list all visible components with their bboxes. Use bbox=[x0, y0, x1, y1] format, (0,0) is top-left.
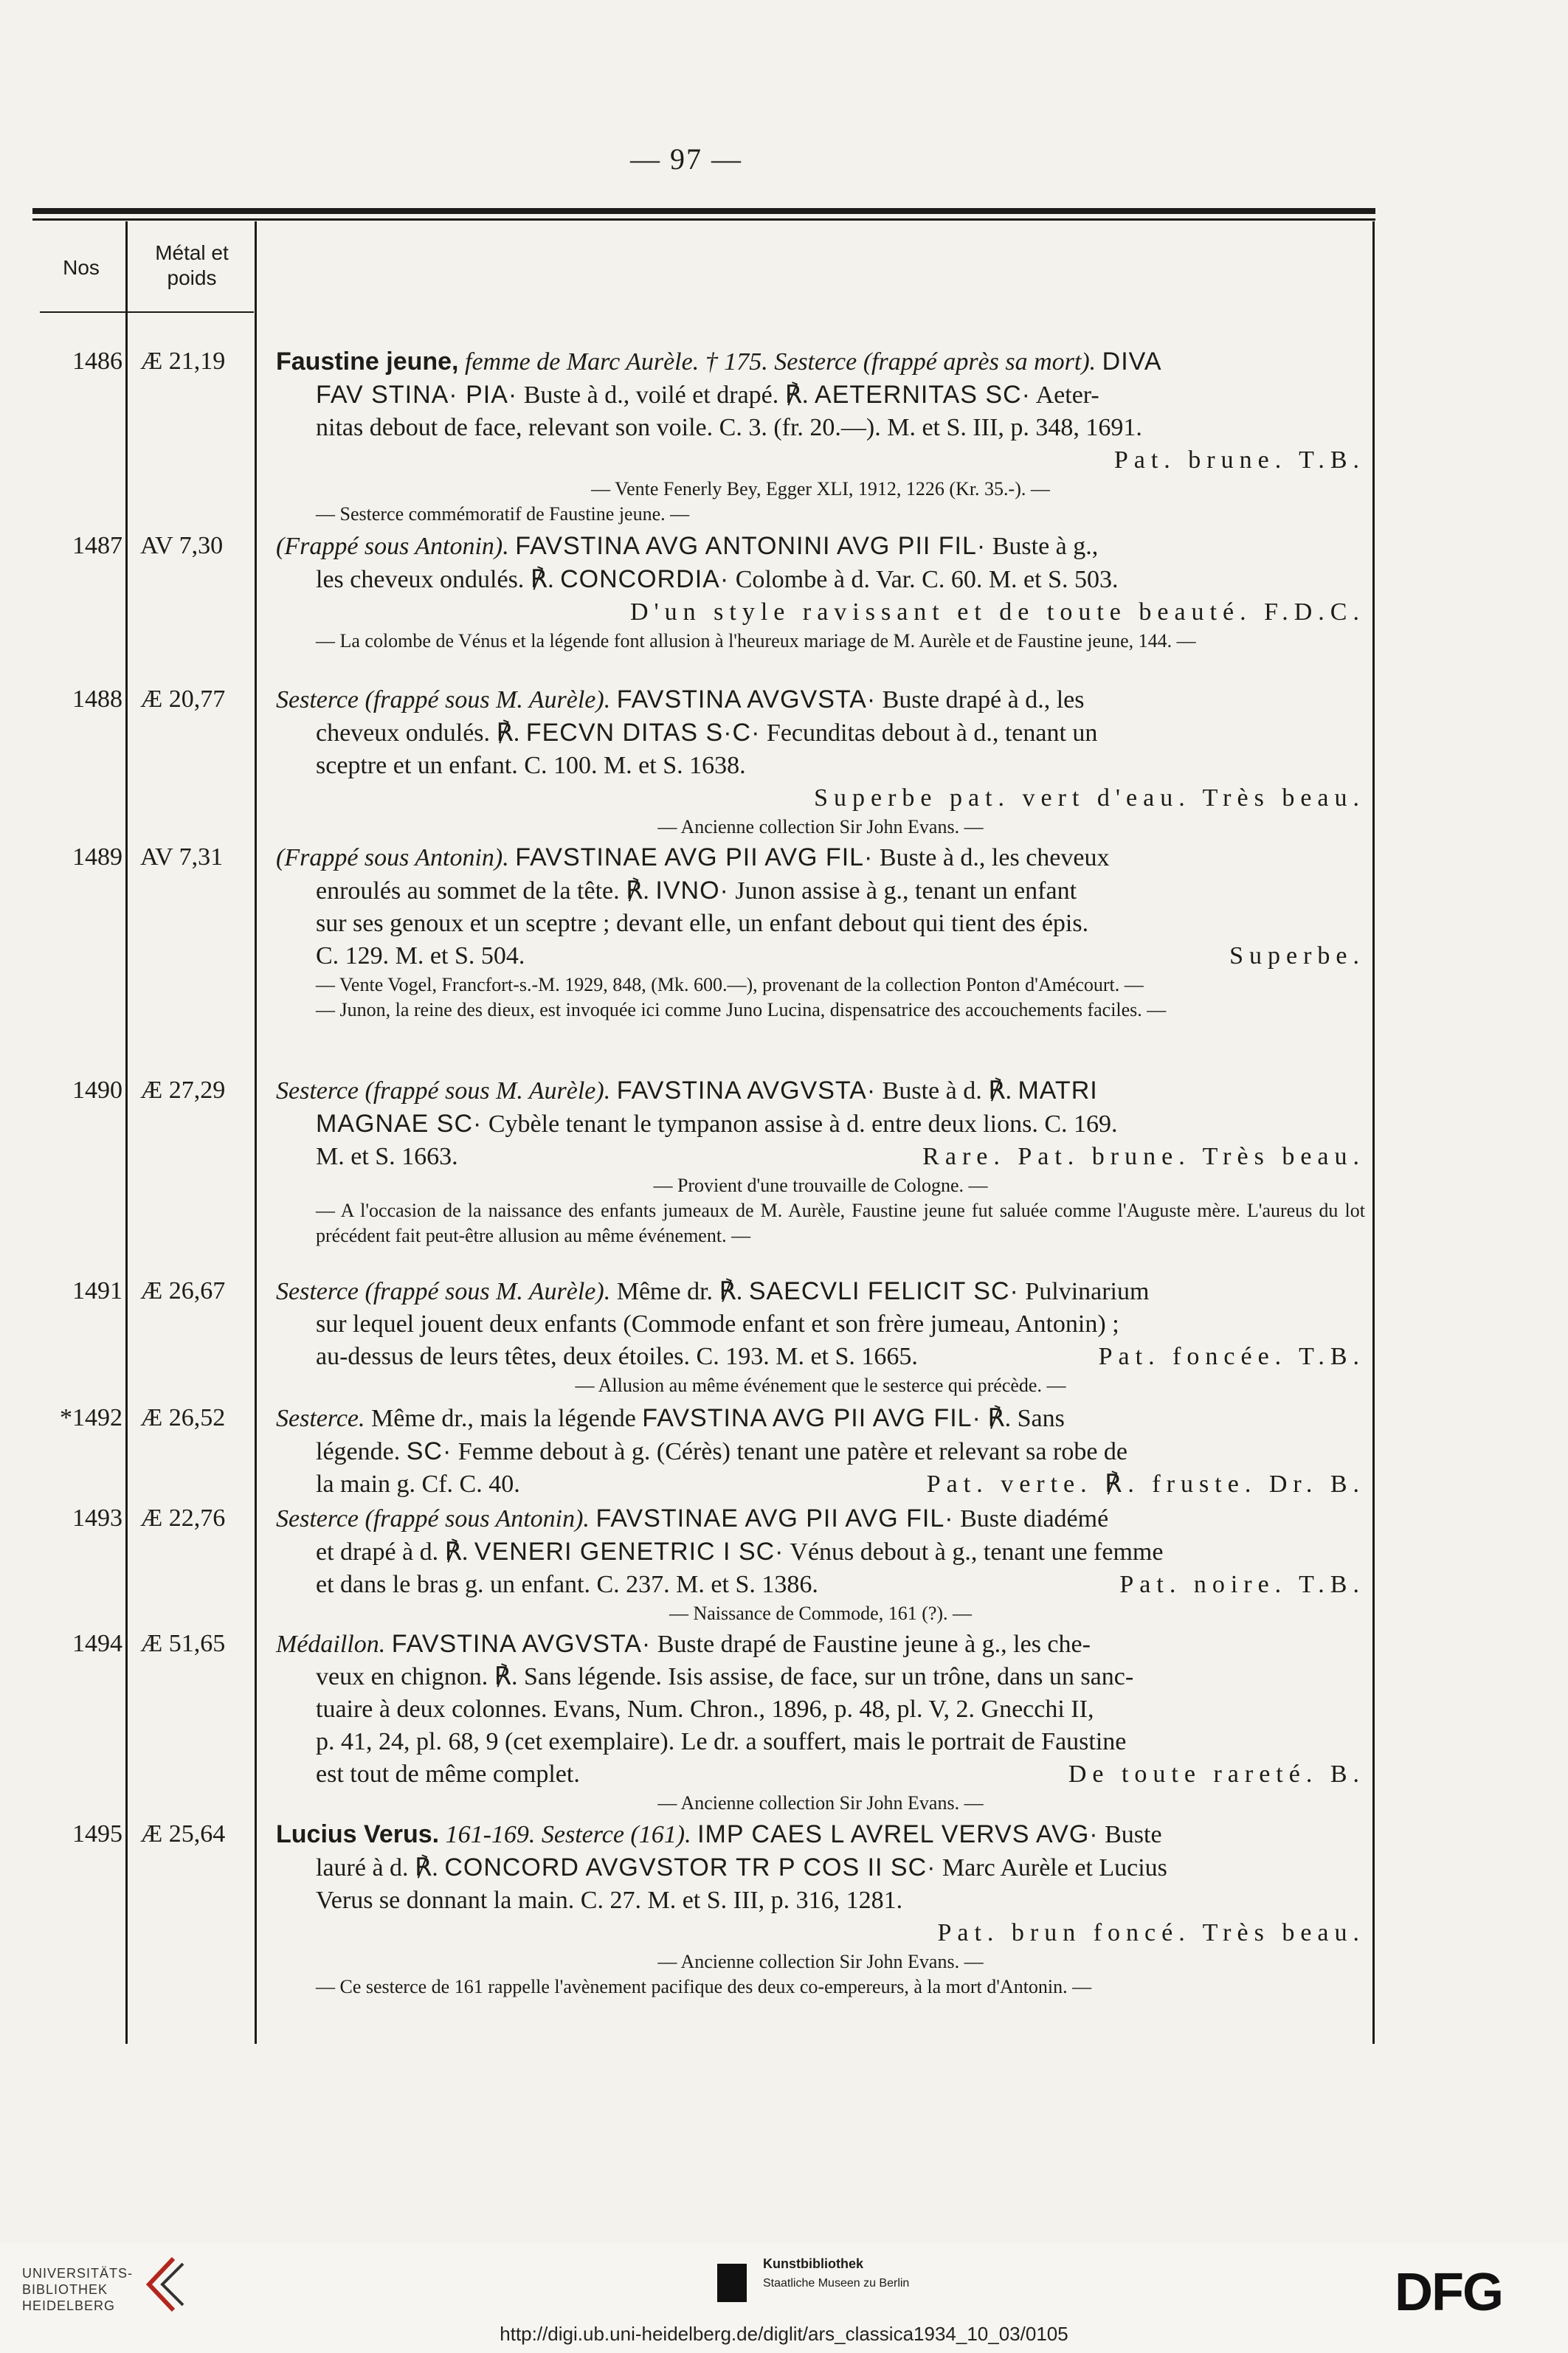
desc-line: p. 41, 24, pl. 68, 9 (cet exemplaire). Le dr. a souffert, mais le portrait de Faustine bbox=[316, 1728, 1127, 1755]
grade: De toute rareté. B. bbox=[1068, 1761, 1365, 1788]
desc-text: Cybèle tenant le tympanon assise à d. entre deux lions. C. 169. bbox=[488, 1110, 1118, 1138]
desc-line bbox=[276, 1275, 1365, 1308]
desc-text: Buste diadémé bbox=[960, 1505, 1109, 1533]
desc-text: Même dr., mais la légende bbox=[371, 1405, 636, 1432]
desc-line bbox=[276, 1851, 1365, 1884]
desc-text: Vénus debout à g., tenant une femme bbox=[790, 1538, 1164, 1566]
entry-description bbox=[276, 1275, 1365, 1398]
desc-line bbox=[276, 1569, 1365, 1601]
metal-weight: Æ 26,52 bbox=[140, 1404, 226, 1431]
desc-line: sur ses genoux et un sceptre ; devant elle, un enfant debout qui tient des épis. bbox=[316, 910, 1089, 937]
desc-text: Colombe à d. Var. C. 60. M. et S. 503. bbox=[735, 566, 1119, 593]
desc-text: Sesterce (frappé sous Antonin). bbox=[276, 1505, 590, 1533]
desc-text: (Frappé sous Antonin). bbox=[276, 533, 509, 560]
desc-text: Sesterce (frappé sous M. Aurèle). bbox=[276, 686, 611, 713]
table-top-rule bbox=[32, 208, 1375, 214]
desc-line: sceptre et un enfant. C. 100. M. et S. 1638. bbox=[316, 752, 746, 779]
desc-text: lauré à d. ℟. bbox=[316, 1854, 438, 1882]
coin-legend: FAVSTINA AVG ANTONINI AVG PII FIL· bbox=[515, 532, 987, 560]
desc-text: Buste à d. ℟. bbox=[882, 1077, 1012, 1105]
header-number: Nos bbox=[63, 256, 100, 279]
entry-description bbox=[276, 530, 1365, 654]
kb-line: Kunstbibliothek bbox=[763, 2256, 863, 2271]
coin-legend: CONCORD AVGVSTOR TR P COS II SC· bbox=[444, 1853, 936, 1882]
note: — Junon, la reine des dieux, est invoquée ici comme Juno Lucina, dispensatrice des accouchements faciles. — bbox=[316, 999, 1167, 1020]
metal-weight: Æ 22,76 bbox=[140, 1504, 226, 1532]
desc-line bbox=[276, 1402, 1365, 1435]
desc-line: Verus se donnant la main. C. 27. M. et S. III, p. 316, 1281. bbox=[316, 1887, 903, 1914]
metal-weight: Æ 25,64 bbox=[140, 1820, 226, 1848]
note: — Sesterce commémoratif de Faustine jeune. — bbox=[316, 503, 690, 525]
entry-number: *1492 bbox=[60, 1404, 122, 1431]
note: — A l'occasion de la naissance des enfants jumeaux de M. Aurèle, Faustine jeune fut saluée comme l'Auguste mère. L'aureus du lot précédent fait peut-être allusion au même événement. — bbox=[316, 1200, 1365, 1246]
desc-line bbox=[276, 940, 1365, 972]
page-number: — 97 — bbox=[630, 142, 742, 176]
grade: Pat. foncée. T.B. bbox=[1098, 1343, 1365, 1370]
note: — Vente Vogel, Francfort-s.-M. 1929, 848, (Mk. 600.—), provenant de la collection Ponton d'Amécourt. — bbox=[316, 974, 1144, 995]
entry-description bbox=[276, 841, 1365, 1023]
coin-legend: AETERNITAS SC· bbox=[815, 381, 1031, 409]
coin-legend: FAV STINA· PIA· bbox=[316, 381, 518, 409]
desc-line bbox=[276, 683, 1365, 716]
desc-text: Marc Aurèle et Lucius bbox=[942, 1854, 1167, 1882]
note: — Ce sesterce de 161 rappelle l'avènement pacifique des deux co-empereurs, à la mort d'Antonin. — bbox=[316, 1976, 1092, 1997]
entry-number: 1491 bbox=[72, 1277, 122, 1305]
coin-legend: SC· bbox=[406, 1437, 452, 1465]
desc-text: et dans le bras g. un enfant. C. 237. M. et S. 1386. bbox=[316, 1571, 818, 1598]
desc-line bbox=[276, 379, 1365, 412]
desc-text: Sesterce. bbox=[276, 1405, 365, 1432]
desc-text: les cheveux ondulés. ℟. bbox=[316, 566, 554, 593]
desc-text: femme de Marc Aurèle. † 175. Sesterce (frappé après sa mort). bbox=[465, 348, 1096, 376]
entry-description bbox=[276, 683, 1365, 840]
metal-weight: AV 7,31 bbox=[140, 843, 224, 871]
ub-logo-line: BIBLIOTHEK bbox=[22, 2282, 108, 2297]
desc-text: ℟. Sans bbox=[987, 1405, 1065, 1432]
desc-line bbox=[276, 874, 1365, 908]
header-metal-line1: Métal et bbox=[155, 241, 229, 264]
ub-logo-line: UNIVERSITÄTS- bbox=[22, 2266, 134, 2281]
desc-text: cheveux ondulés. ℟. bbox=[316, 719, 520, 747]
note: — Allusion au même événement que le sesterce qui précède. — bbox=[575, 1375, 1066, 1396]
note: — Naissance de Commode, 161 (?). — bbox=[669, 1603, 973, 1624]
note: — Ancienne collection Sir John Evans. — bbox=[657, 1792, 984, 1814]
header-rule bbox=[40, 311, 254, 313]
metal-weight: Æ 51,65 bbox=[140, 1630, 226, 1657]
desc-text: enroulés au sommet de la tête. ℟. bbox=[316, 877, 649, 905]
source-url[interactable]: http://digi.ub.uni-heidelberg.de/diglit/ars_classica1934_10_03/0105 bbox=[500, 2323, 1068, 2345]
dfg-logo: DFG bbox=[1395, 2263, 1502, 2322]
desc-text: Sesterce (frappé sous M. Aurèle). bbox=[276, 1077, 611, 1105]
coin-legend: FAVSTINA AVGVSTA· bbox=[391, 1630, 652, 1658]
metal-weight: Æ 20,77 bbox=[140, 685, 226, 713]
entry-number: 1487 bbox=[72, 532, 122, 559]
coin-legend: SAECVLI FELICIT SC· bbox=[748, 1277, 1019, 1305]
desc-text: Aeter- bbox=[1035, 381, 1099, 409]
desc-text: (Frappé sous Antonin). bbox=[276, 844, 509, 871]
grade: Pat. brun foncé. Très beau. bbox=[937, 1919, 1365, 1946]
coin-legend: FECVN DITAS S·C· bbox=[525, 719, 761, 747]
coin-legend: IVNO· bbox=[655, 877, 729, 905]
desc-line: tuaire à deux colonnes. Evans, Num. Chron., 1896, p. 48, pl. V, 2. Gnecchi II, bbox=[316, 1696, 1094, 1723]
grade: Pat. brune. T.B. bbox=[1113, 446, 1365, 474]
desc-line bbox=[276, 1141, 1365, 1173]
desc-line bbox=[276, 1108, 1365, 1141]
grade: D'un style ravissant et de toute beauté. F.D.C. bbox=[629, 598, 1365, 626]
grade: Rare. Pat. brune. Très beau. bbox=[922, 1143, 1365, 1170]
note: — Ancienne collection Sir John Evans. — bbox=[657, 816, 984, 837]
desc-line bbox=[276, 1818, 1365, 1851]
desc-text: C. 129. M. et S. 504. bbox=[316, 942, 525, 970]
coin-legend: IMP CAES L AVREL VERVS AVG· bbox=[697, 1820, 1099, 1848]
header-metal-line2: poids bbox=[167, 266, 217, 289]
desc-text: Buste à d., voilé et drapé. bbox=[523, 381, 779, 409]
desc-line bbox=[276, 1341, 1365, 1373]
desc-text: Buste à g., bbox=[992, 533, 1099, 560]
desc-text: Pulvinarium bbox=[1025, 1278, 1150, 1305]
desc-line bbox=[276, 345, 1365, 379]
ruler-name: Lucius Verus. bbox=[276, 1820, 440, 1848]
desc-text: et drapé à d. ℟. bbox=[316, 1538, 469, 1566]
entry-description bbox=[276, 1628, 1365, 1816]
entry-number: 1494 bbox=[72, 1630, 122, 1657]
desc-text: au-dessus de leurs têtes, deux étoiles. C. 193. M. et S. 1665. bbox=[316, 1343, 918, 1370]
desc-text: légende. bbox=[316, 1438, 401, 1465]
desc-line bbox=[276, 716, 1365, 750]
grade: Pat. noire. T.B. bbox=[1119, 1571, 1365, 1598]
entry-description bbox=[276, 1074, 1365, 1248]
note: — Provient d'une trouvaille de Cologne. — bbox=[653, 1175, 988, 1196]
column-divider bbox=[255, 221, 257, 2044]
desc-line: nitas debout de face, relevant son voile. C. 3. (fr. 20.—). M. et S. III, p. 348, 1691. bbox=[316, 414, 1142, 441]
grade: Superbe pat. vert d'eau. Très beau. bbox=[814, 784, 1365, 812]
entry-description bbox=[276, 345, 1365, 527]
coin-legend: FAVSTINAE AVG PII AVG FIL· bbox=[595, 1504, 954, 1533]
kb-line: Staatliche Museen zu Berlin bbox=[763, 2277, 910, 2290]
entry-number: 1490 bbox=[72, 1077, 122, 1104]
coin-legend: MAGNAE SC· bbox=[316, 1110, 483, 1138]
metal-weight: AV 7,30 bbox=[140, 532, 224, 559]
desc-line bbox=[276, 1535, 1365, 1569]
entry-number: 1493 bbox=[72, 1504, 122, 1532]
metal-weight: Æ 27,29 bbox=[140, 1077, 226, 1104]
kunstbibliothek-mark-icon bbox=[717, 2264, 747, 2302]
entry-description bbox=[276, 1402, 1365, 1501]
desc-line bbox=[276, 530, 1365, 563]
coin-legend: FAVSTINA AVGVSTA· bbox=[616, 685, 877, 713]
entry-description bbox=[276, 1818, 1365, 2000]
entry-description bbox=[276, 1502, 1365, 1626]
metal-weight: Æ 26,67 bbox=[140, 1277, 226, 1305]
desc-text: Buste drapé de Faustine jeune à g., les che- bbox=[657, 1631, 1091, 1658]
column-divider bbox=[125, 221, 128, 2044]
desc-line bbox=[276, 1435, 1365, 1468]
table-top-rule-thin bbox=[32, 218, 1375, 221]
note: — Vente Fenerly Bey, Egger XLI, 1912, 1226 (Kr. 35.-). — bbox=[591, 478, 1050, 500]
desc-text: Médaillon. bbox=[276, 1631, 386, 1658]
entry-number: 1488 bbox=[72, 685, 122, 713]
desc-line bbox=[276, 563, 1365, 596]
desc-line bbox=[276, 1074, 1365, 1108]
ub-logo-line: HEIDELBERG bbox=[22, 2298, 116, 2313]
desc-text: Sesterce (frappé sous M. Aurèle). bbox=[276, 1278, 611, 1305]
desc-text: Buste bbox=[1105, 1821, 1162, 1848]
desc-text: Femme debout à g. (Cérès) tenant une patère et relevant sa robe de bbox=[457, 1438, 1128, 1465]
desc-text: Fecunditas debout à d., tenant un bbox=[766, 719, 1098, 747]
coin-legend: FAVSTINA AVGVSTA· bbox=[616, 1077, 877, 1105]
desc-text: Buste drapé à d., les bbox=[882, 686, 1085, 713]
entry-number: 1495 bbox=[72, 1820, 122, 1848]
note: — Ancienne collection Sir John Evans. — bbox=[657, 1951, 984, 1972]
coin-legend: FAVSTINAE AVG PII AVG FIL· bbox=[515, 843, 874, 871]
desc-line bbox=[276, 1628, 1365, 1661]
entry-number: 1489 bbox=[72, 843, 122, 871]
coin-legend: VENERI GENETRIC I SC· bbox=[474, 1538, 784, 1566]
desc-text: 161-169. Sesterce (161). bbox=[445, 1821, 691, 1848]
coin-legend: FAVSTINA AVG PII AVG FIL· bbox=[642, 1404, 981, 1432]
desc-line bbox=[276, 1502, 1365, 1535]
metal-weight: Æ 21,19 bbox=[140, 348, 226, 375]
desc-text: Junon assise à g., tenant un enfant bbox=[735, 877, 1077, 905]
desc-text: M. et S. 1663. bbox=[316, 1143, 458, 1170]
grade: Superbe. bbox=[1229, 942, 1365, 970]
desc-line bbox=[276, 1758, 1365, 1791]
note: — La colombe de Vénus et la légende font allusion à l'heureux mariage de M. Aurèle et de Faustine jeune, 144. — bbox=[316, 630, 1196, 652]
ruler-name: Faustine jeune, bbox=[276, 348, 459, 376]
coin-legend: MATRI bbox=[1018, 1077, 1098, 1105]
desc-line: sur lequel jouent deux enfants (Commode enfant et son frère jumeau, Antonin) ; bbox=[316, 1310, 1119, 1338]
desc-line bbox=[276, 841, 1365, 874]
grade: Pat. verte. ℟. fruste. Dr. B. bbox=[926, 1471, 1365, 1498]
ub-heidelberg-mark-icon bbox=[140, 2255, 192, 2314]
desc-line bbox=[276, 1468, 1365, 1501]
desc-text: Buste à d., les cheveux bbox=[879, 844, 1110, 871]
desc-line: veux en chignon. ℟. Sans légende. Isis assise, de face, sur un trône, dans un sanc- bbox=[316, 1663, 1134, 1690]
desc-text: est tout de même complet. bbox=[316, 1761, 580, 1788]
table-right-border bbox=[1372, 221, 1375, 2044]
entry-number: 1486 bbox=[72, 348, 122, 375]
desc-text: la main g. Cf. C. 40. bbox=[316, 1471, 520, 1498]
coin-legend: CONCORDIA· bbox=[560, 565, 730, 593]
desc-text: Même dr. ℟. bbox=[616, 1278, 743, 1305]
coin-legend: DIVA bbox=[1102, 348, 1162, 376]
reverse-mark: ℟. bbox=[784, 381, 809, 409]
